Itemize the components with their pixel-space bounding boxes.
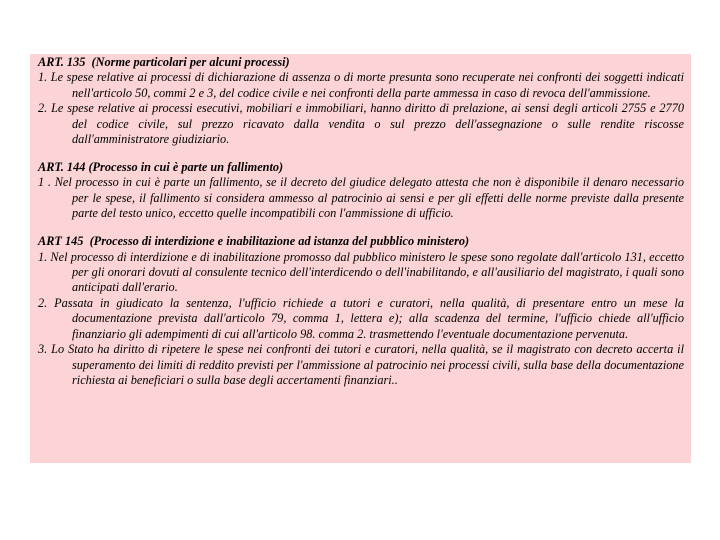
article-paragraph: 2. Le spese relative ai processi esecutivi, mobiliari e immobiliari, hanno diritto di prelazione, ai sensi degli articoli 2755 e 2770 del codice civile, sul prezzo ricavato dalla vendita o sul prezzo dell'assegnazione o sulle rendite riscosse dall'amministratore giudiziario. — [38, 101, 684, 147]
article-paragraph: 1. Nel processo di interdizione e di inabilitazione promosso dal pubblico ministero le spese sono regolate dall'articolo 131, eccetto per gli onorari dovuti al consulente tecnico dell'interdicendo o dell'inabilitando, e all'ausiliario del magistrato, i quali sono anticipati dall'erario. — [38, 249, 684, 295]
article-135 — [38, 55, 684, 147]
article-title: ART. 135 (Norme particolari per alcuni processi) — [38, 55, 290, 69]
article-title: ART. 144 (Processo in cui è parte un fallimento) — [38, 160, 284, 175]
article-145 — [38, 234, 684, 388]
article-paragraph: 1 . Nel processo in cui è parte un fallimento, se il decreto del giudice delegato attesta che non è disponibile il denaro necessario per le spese, il fallimento si considera ammesso al patrocinio ai sensi e per gli effetti delle norme previste dalla presente parte del testo unico, eccetto quelle incompatibili con l'ammissione di ufficio. — [38, 175, 684, 221]
article-paragraph: 1. Le spese relative ai processi di dichiarazione di assenza o di morte presunta sono recuperate nei confronti dei soggetti indicati nell'articolo 50, commi 2 e 3, del codice civile e nei confronti della parte ammessa in caso di revoca dell'ammissione. — [38, 70, 684, 100]
article-144 — [38, 160, 684, 222]
article-paragraph: 3. Lo Stato ha diritto di ripetere le spese nei confronti dei tutori e curatori, nella qualità, se il magistrato con decreto accerta il superamento dei limiti di reddito previsti per l'ammissione al patrocinio nei processi civili, sulla base della documentazione richiesta ai beneficiari o sulla base degli accertamenti finanziari.. — [38, 342, 684, 387]
article-title: ART 145 (Processo di interdizione e inabilitazione ad istanza del pubblico ministero) — [38, 234, 470, 249]
article-paragraph: 2. Passata in giudicato la sentenza, l'ufficio richiede a tutori e curatori, nella qualità, di presentare entro un mese la documentazione prevista dall'articolo 79, comma 1, lettera e); alla scadenza del termine, l'ufficio chiede all'ufficio finanziario gli adempimenti di cui all'articolo 98. comma 2. trasmettendo l'eventuale documentazione pervenuta. — [38, 295, 684, 341]
legal-text-panel — [30, 54, 691, 463]
